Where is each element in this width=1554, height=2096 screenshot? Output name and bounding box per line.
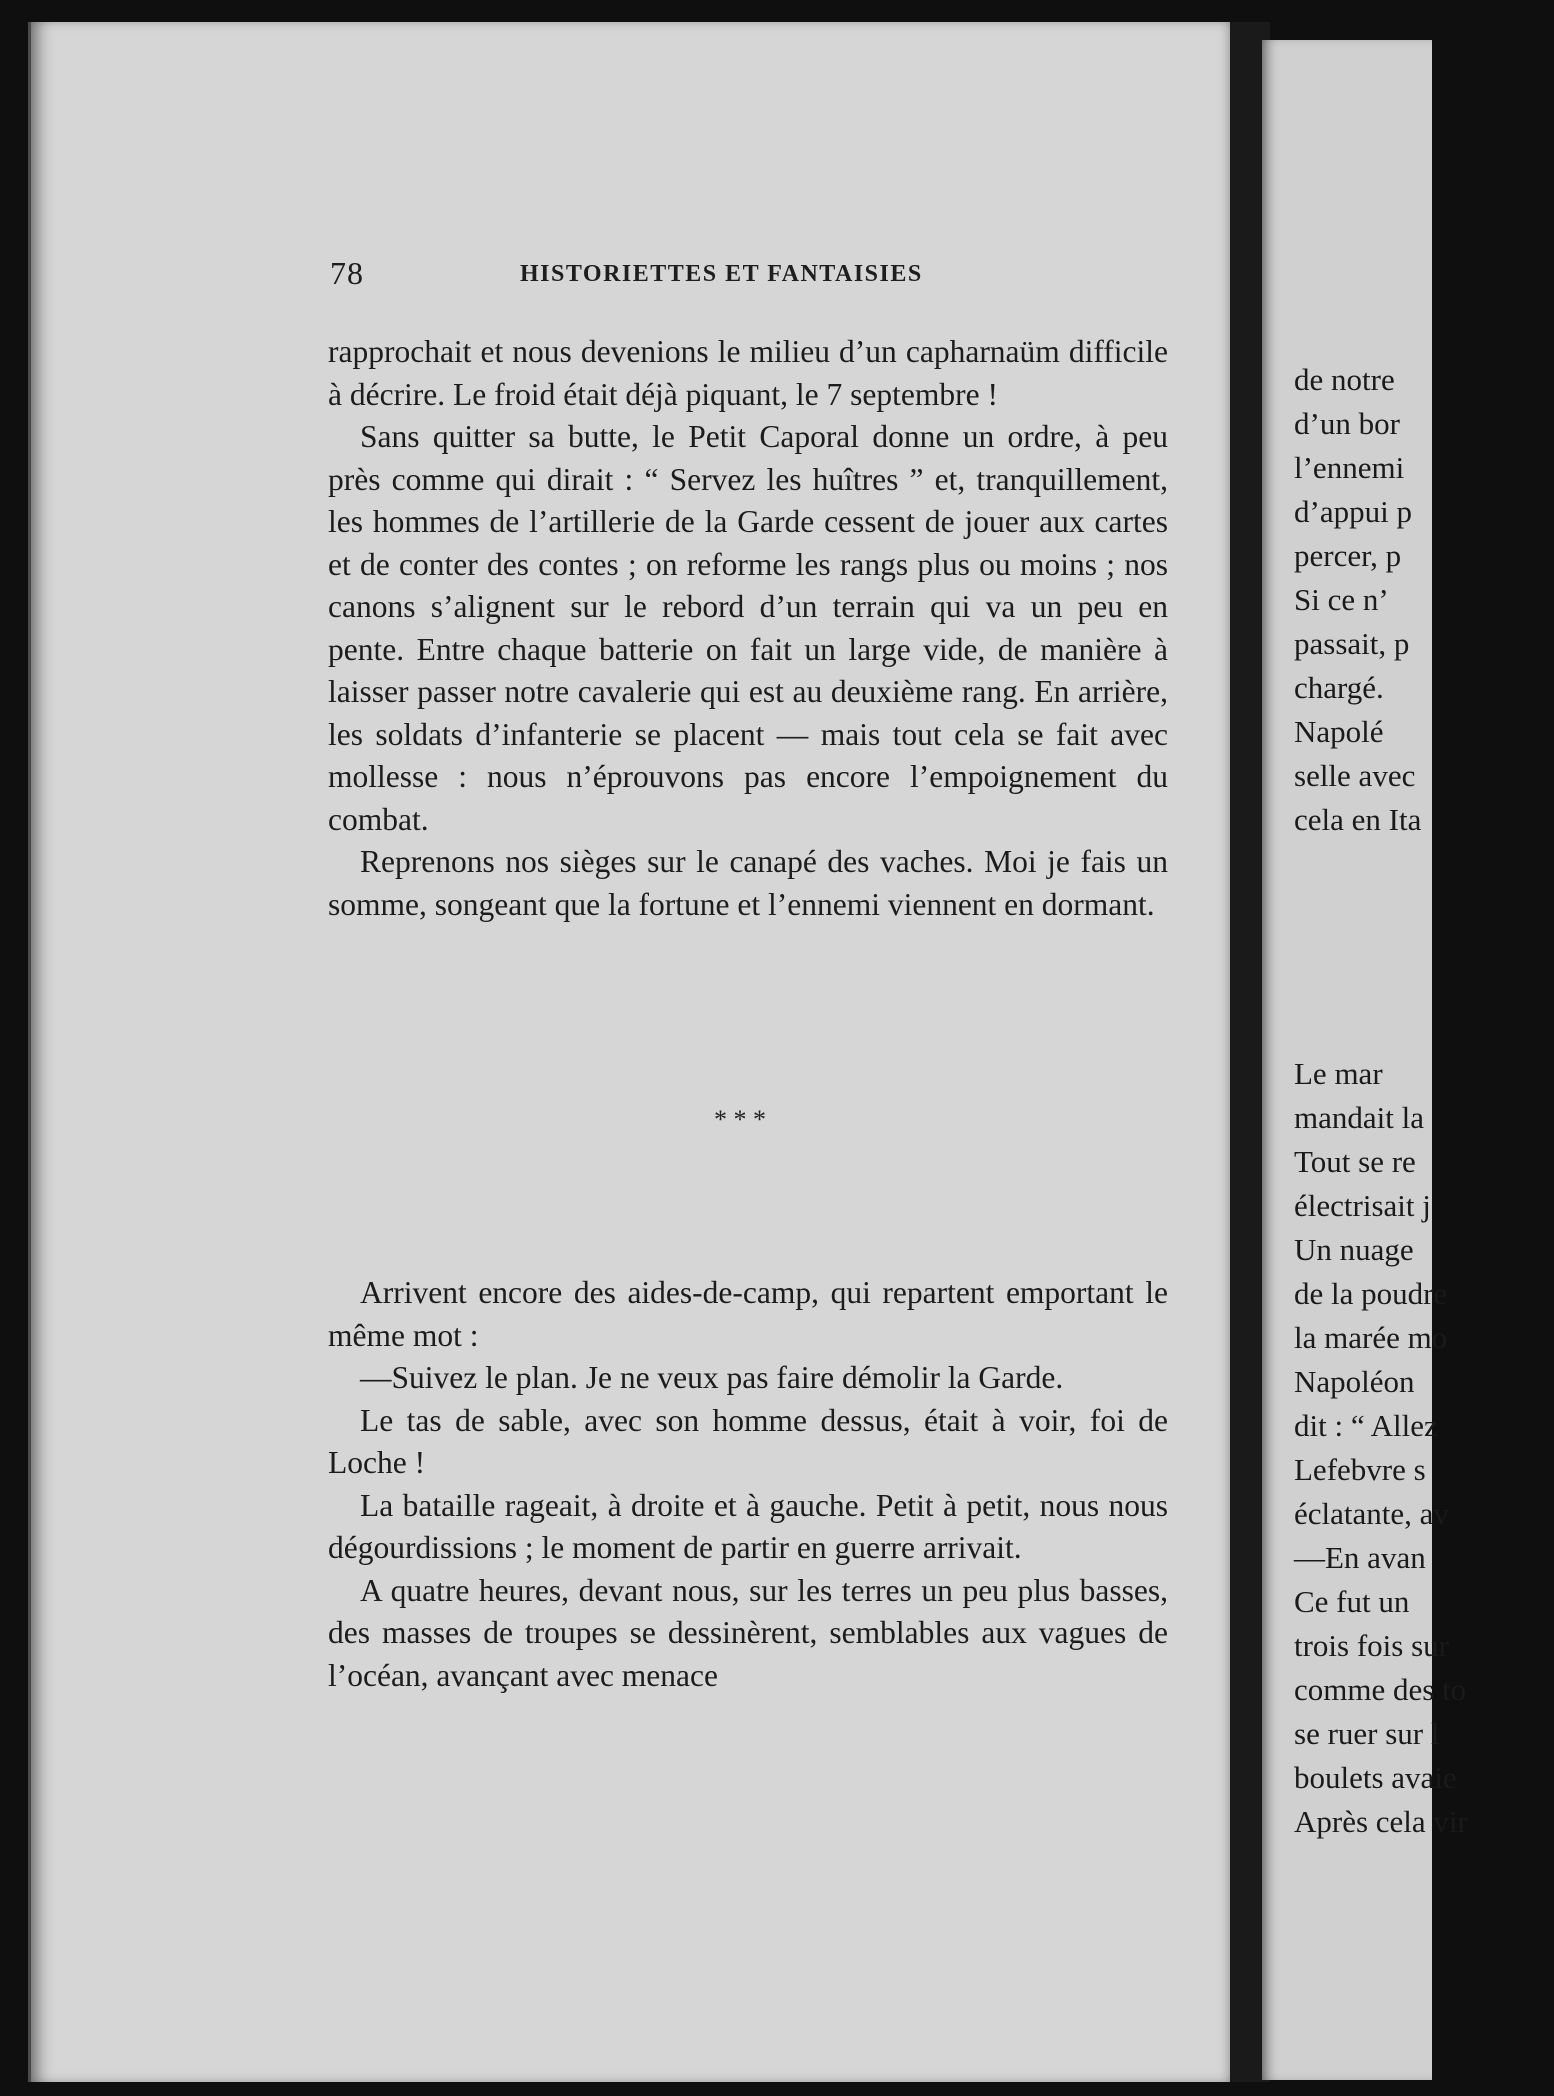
fragment-line: Napolé	[1294, 714, 1384, 749]
fragment-line: de notre	[1294, 362, 1395, 397]
fragment-line: l’ennemi	[1294, 450, 1405, 485]
fragment-line: la marée mo	[1294, 1320, 1448, 1355]
fragment-line: Après cela vir	[1294, 1804, 1468, 1839]
fragment-line: comme des to	[1294, 1672, 1467, 1707]
fragment-line: Le mar	[1294, 1056, 1383, 1091]
fragment-line: d’un bor	[1294, 406, 1400, 441]
fragment-line: Si ce n’	[1294, 582, 1389, 617]
fragment-line: se ruer sur l	[1294, 1716, 1440, 1751]
fragment-line: percer, p	[1294, 538, 1402, 573]
paragraph: rapprochait et nous devenions le milieu d’un capharnaüm difficile à décrire. Le froid était déjà piquant, le 7 septembre !	[328, 334, 1168, 412]
fragment-line: de la poudre	[1294, 1276, 1448, 1311]
fragment-line: cela en Ita	[1294, 802, 1422, 837]
fragment-line: chargé.	[1294, 670, 1384, 705]
text-block-after-break	[328, 1272, 1168, 1697]
running-head	[330, 255, 1170, 295]
right-page-top-lines	[1294, 358, 1554, 842]
paragraph: Arrivent encore des aides-de-camp, qui repartent emportant le même mot :	[328, 1275, 1168, 1353]
fragment-line: boulets avaie	[1294, 1760, 1457, 1795]
fragment-line: —En avan	[1294, 1540, 1426, 1575]
fragment-line: Lefebvre s	[1294, 1452, 1426, 1487]
fragment-line: Un nuage	[1294, 1232, 1414, 1267]
paragraph: —Suivez le plan. Je ne veux pas faire démolir la Garde.	[360, 1360, 1064, 1395]
text-block-before-break	[328, 331, 1168, 926]
page-number: 78	[330, 255, 364, 291]
fragment-line: selle avec	[1294, 758, 1416, 793]
header-title: HISTORIETTES ET FANTAISIES	[520, 261, 923, 287]
fragment-line: Ce fut un	[1294, 1584, 1410, 1619]
right-page-fragment	[1262, 40, 1468, 2080]
paragraph: Reprenons nos sièges sur le canapé des vaches. Moi je fais un somme, songeant que la fortune et l’ennemi viennent en dormant.	[328, 844, 1168, 922]
fragment-line: électrisait j	[1294, 1188, 1431, 1223]
fragment-line: dit : “ Allez	[1294, 1408, 1438, 1443]
paragraph: Sans quitter sa butte, le Petit Caporal donne un ordre, à peu près comme qui dirait : “ Servez les huîtres ” et, tranquillement, les hommes de l’artillerie de la Garde cessent de jouer aux cartes et de conter des contes ; on reforme les rangs plus ou moins ; nos canons s’alignent sur le rebord d’un terrain qui va un peu en pente. Entre chaque batterie on fait un large vide, de manière à laisser passer notre cavalerie qui est au deuxième rang. En arrière, les soldats d’infanterie se placent — mais tout cela se fait avec mollesse : nous n’éprouvons pas encore l’empoignement du combat.	[328, 419, 1168, 837]
fragment-line: d’appui p	[1294, 494, 1412, 529]
paragraph: A quatre heures, devant nous, sur les terres un peu plus basses, des masses de troupes se dessinèrent, semblables aux vagues de l’océan, avançant avec menace	[328, 1572, 1168, 1693]
fragment-line: passait, p	[1294, 626, 1410, 661]
fragment-line: Napoléon	[1294, 1364, 1415, 1399]
right-page-bottom-lines	[1294, 1052, 1554, 1844]
fragment-line: éclatante, av	[1294, 1496, 1449, 1531]
asterism-glyph: * * *	[714, 1105, 766, 1134]
fragment-line: trois fois sur	[1294, 1628, 1449, 1663]
section-break-asterism	[700, 1105, 780, 1162]
paragraph: Le tas de sable, avec son homme dessus, était à voir, foi de Loche !	[328, 1402, 1168, 1480]
fragment-line: Tout se re	[1294, 1144, 1416, 1179]
fragment-line: mandait la	[1294, 1100, 1424, 1135]
paragraph: La bataille rageait, à droite et à gauche. Petit à petit, nous nous dégourdissions ; le moment de partir en guerre arrivait.	[328, 1487, 1168, 1565]
